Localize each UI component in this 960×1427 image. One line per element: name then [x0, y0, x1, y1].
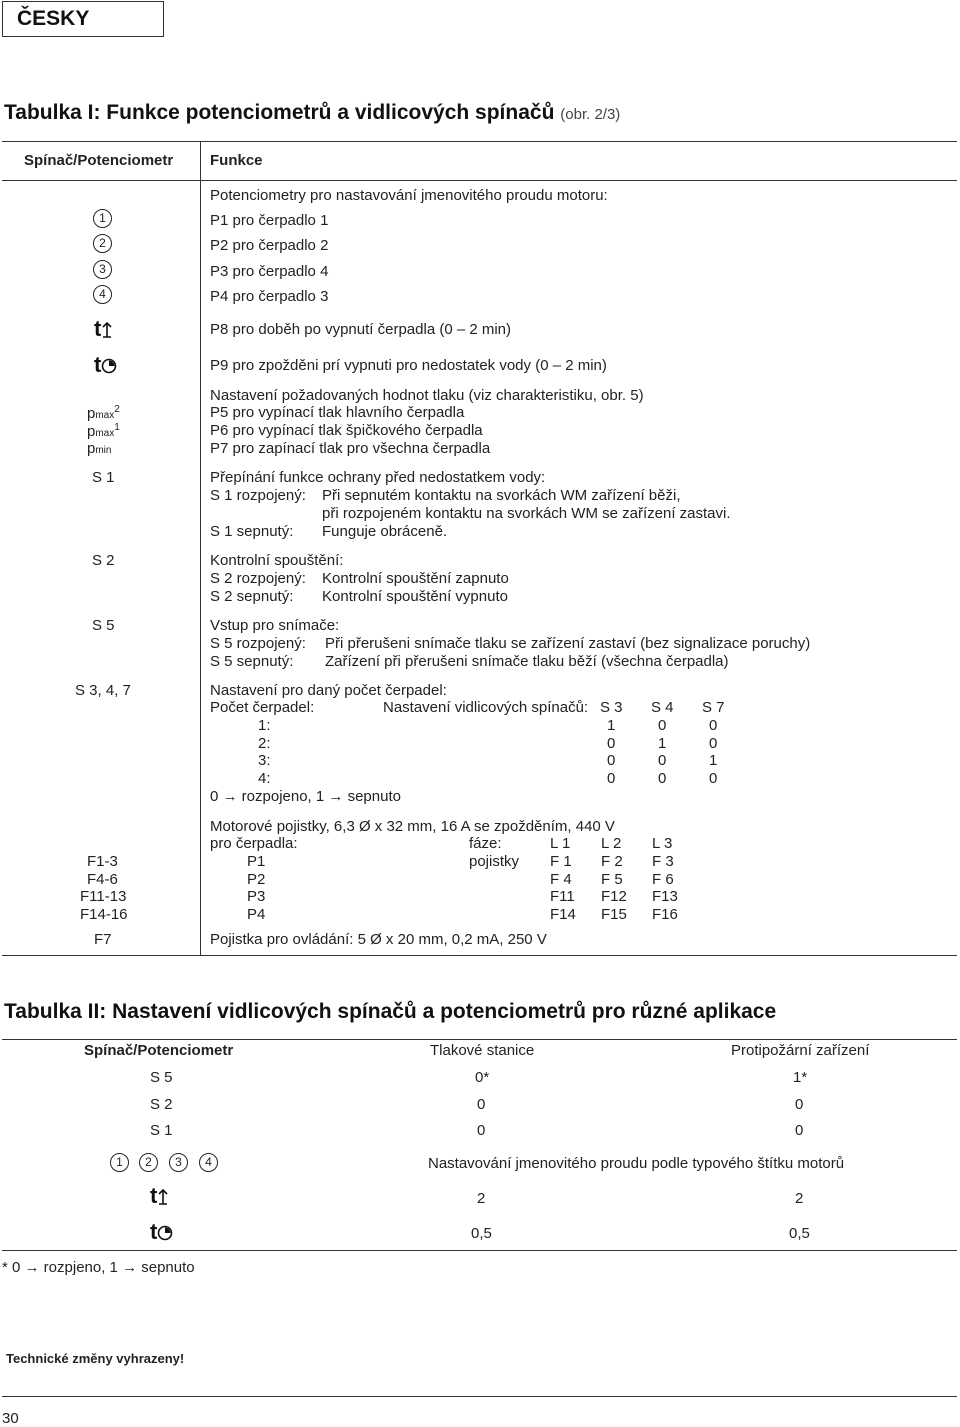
- s347-row3-n: 3:: [258, 752, 271, 769]
- potentiometer-2-icon: 2: [139, 1153, 158, 1172]
- pot-item-1: P1 pro čerpadlo 1: [210, 212, 329, 229]
- press-item-2: P6 pro vypínací tlak špičkového čerpadla: [210, 422, 483, 439]
- pmax2-sup: 2: [114, 404, 120, 415]
- s347-row2-n: 2:: [258, 735, 271, 752]
- pmin-label: [87, 440, 111, 457]
- t-run-on-icon: [94, 316, 113, 342]
- pmax2-label: [87, 404, 120, 422]
- table2-row2-a: 0: [477, 1096, 486, 1113]
- s5-open-val: Při přerušeni snímače tlaku se zařízení zastaví (bez signalizace poruchy): [325, 635, 811, 652]
- fuse-row3-f2: F12: [601, 888, 627, 905]
- s347-row2-v3: 0: [709, 735, 718, 752]
- fuse-label-3: F11-13: [80, 888, 127, 905]
- pmin-sub: min: [95, 445, 112, 456]
- table2-bottom-rule: [2, 1250, 957, 1251]
- table2-row3-a: 0: [477, 1122, 486, 1139]
- clock-icon: [101, 358, 117, 374]
- table2-row1-key: S 5: [150, 1069, 173, 1086]
- potentiometer-1-icon: 1: [93, 209, 112, 228]
- s5-title: Vstup pro snímače:: [210, 617, 340, 634]
- f7-label: F7: [94, 931, 112, 948]
- table2-title: Tabulka II: Nastavení vidlicových spínačů a potenciometrů pro různé aplikace: [4, 1000, 777, 1023]
- fuse-row2-f2: F 5: [601, 871, 623, 888]
- potentiometer-2-icon: 2: [93, 234, 112, 253]
- s347-row1-v2: 0: [658, 717, 667, 734]
- pot-item-2: P2 pro čerpadlo 2: [210, 237, 329, 254]
- table2-pot-text: Nastavování jmenovitého proudu podle typového štítku motorů: [428, 1155, 845, 1172]
- s347-col2: Nastavení vidlicových spínačů:: [383, 699, 589, 716]
- pmax1-label: [87, 422, 120, 440]
- s347-row4-v3: 0: [709, 770, 718, 787]
- table2-top-rule: [2, 1039, 957, 1040]
- pot-item-3: P3 pro čerpadlo 4: [210, 263, 329, 280]
- fuse-phase-l2: L 2: [601, 835, 622, 852]
- s347-head-s7: S 7: [702, 699, 725, 716]
- potentiometer-4-icon: 4: [93, 285, 112, 304]
- fuse-row2-p: P2: [247, 871, 266, 888]
- t-delay-icon: [150, 1219, 173, 1245]
- s5-open-key: S 5 rozpojený:: [210, 635, 306, 652]
- table1-title: [4, 101, 620, 125]
- fuse-row1-p: P1: [247, 853, 266, 870]
- table2-header-col1: Spínač/Potenciometr: [84, 1042, 234, 1059]
- press-intro: Nastavení požadovaných hodnot tlaku (viz charakteristiku, obr. 5): [210, 387, 644, 404]
- t-delay-letter: t: [94, 352, 102, 377]
- fuse-phase-l3: L 3: [652, 835, 673, 852]
- fuse-label-2: F4-6: [87, 871, 118, 888]
- page-number: 30: [2, 1410, 19, 1427]
- pmax2-sub: max: [95, 410, 115, 421]
- press-item-1: P5 pro vypínací tlak hlavního čerpadla: [210, 404, 465, 421]
- s347-row4-n: 4:: [258, 770, 271, 787]
- table2-t1-a: 2: [477, 1190, 486, 1207]
- fuse-row4-f3: F16: [652, 906, 678, 923]
- pmin-p: p: [87, 440, 96, 457]
- f7-text: Pojistka pro ovládání: 5 Ø x 20 mm, 0,2 mA, 250 V: [210, 931, 547, 948]
- potentiometer-4-icon: 4: [199, 1153, 218, 1172]
- s1-closed-key: S 1 sepnutý:: [210, 523, 294, 540]
- fuse-phase-l1: L 1: [550, 835, 571, 852]
- t-run-on-letter: t: [94, 316, 102, 341]
- fuse-row2-f3: F 6: [652, 871, 674, 888]
- p8-text: P8 pro doběh po vypnutí čerpadla (0 – 2 min): [210, 321, 512, 338]
- fuse-row1-f2: F 2: [601, 853, 623, 870]
- s1-label: S 1: [92, 469, 115, 486]
- s347-row3-v2: 0: [658, 752, 667, 769]
- table1-top-rule: [2, 141, 957, 142]
- fuse-row2-f1: F 4: [550, 871, 572, 888]
- p9-text: P9 pro zpožděni prí vypnuti pro nedostatek vody (0 – 2 min): [210, 357, 607, 374]
- table2-t2-b: 0,5: [789, 1225, 810, 1242]
- t-delay-icon: [94, 352, 117, 378]
- fuse-row3-f1: F11: [550, 888, 575, 905]
- table2-footnote: * 0 → rozpjeno, 1 → sepnuto: [2, 1259, 195, 1276]
- table1-col1-header: Spínač/Potenciometr: [24, 152, 174, 169]
- table1-header-rule: [2, 180, 957, 181]
- s1-title: Přepínání funkce ochrany před nedostatkem vody:: [210, 469, 546, 486]
- s347-row1-v1: 1: [607, 717, 616, 734]
- s1-closed-val: Funguje obráceně.: [322, 523, 448, 540]
- pmax2-p: p: [87, 405, 96, 422]
- table2-row1-a: 0*: [475, 1069, 490, 1086]
- s347-row1-v3: 0: [709, 717, 718, 734]
- arrow-up-icon: [157, 1189, 169, 1205]
- fuse-label-1: F1-3: [87, 853, 118, 870]
- fuse-faze: fáze:: [469, 835, 502, 852]
- s347-row1-n: 1:: [258, 717, 271, 734]
- s2-title: Kontrolní spouštění:: [210, 552, 344, 569]
- s347-title: Nastavení pro daný počet čerpadel:: [210, 682, 447, 699]
- s347-row2-v2: 1: [658, 735, 667, 752]
- table1-col-divider: [200, 141, 201, 956]
- s2-closed-key: S 2 sepnutý:: [210, 588, 294, 605]
- table1-col2-header: Funkce: [210, 152, 263, 169]
- s347-head-s4: S 4: [651, 699, 674, 716]
- potentiometer-1-icon: 1: [110, 1153, 129, 1172]
- fuse-pojistky: pojistky: [469, 853, 520, 870]
- pmax1-sup: 1: [114, 422, 120, 433]
- fuse-row4-f1: F14: [550, 906, 576, 923]
- table2-row3-b: 0: [795, 1122, 804, 1139]
- fuse-row3-p: P3: [247, 888, 266, 905]
- s347-note: 0 → rozpojeno, 1 → sepnuto: [210, 788, 401, 805]
- table2-t2-a: 0,5: [471, 1225, 492, 1242]
- table1-bottom-rule: [2, 955, 957, 956]
- potentiometer-3-icon: 3: [93, 260, 112, 279]
- technical-note: Technické změny vyhrazeny!: [6, 1351, 185, 1366]
- language-box: [2, 1, 164, 37]
- s1-open-val: Při sepnutém kontaktu na svorkách WM zařízení běži,: [322, 487, 681, 504]
- s2-open-val: Kontrolní spouštění zapnuto: [322, 570, 509, 587]
- pmax1-p: p: [87, 423, 96, 440]
- s347-row3-v1: 0: [607, 752, 616, 769]
- fuse-label-4: F14-16: [80, 906, 128, 923]
- s5-closed-val: Zařízení při přerušeni snímače tlaku běží (všechna čerpadla): [325, 653, 729, 670]
- s5-closed-key: S 5 sepnutý:: [210, 653, 294, 670]
- language-label: ČESKY: [17, 7, 90, 30]
- t-run-on-icon: [150, 1183, 169, 1209]
- fuse-pro: pro čerpadla:: [210, 835, 298, 852]
- s347-col1: Počet čerpadel:: [210, 699, 315, 716]
- pmax1-sub: max: [95, 428, 115, 439]
- t-delay-letter-2: t: [150, 1219, 158, 1244]
- table1-title-text: Tabulka I: Funkce potenciometrů a vidlicových spínačů: [4, 101, 555, 124]
- fuse-row1-f1: F 1: [550, 853, 572, 870]
- table2-row2-key: S 2: [150, 1096, 173, 1113]
- footer-rule: [2, 1396, 957, 1397]
- table2-header-col3: Protipožární zařízení: [731, 1042, 870, 1059]
- fuse-row1-f3: F 3: [652, 853, 674, 870]
- s2-closed-val: Kontrolní spouštění vypnuto: [322, 588, 508, 605]
- s347-head-s3: S 3: [600, 699, 623, 716]
- press-item-3: P7 pro zapínací tlak pro všechna čerpadla: [210, 440, 491, 457]
- s347-row4-v1: 0: [607, 770, 616, 787]
- s347-row4-v2: 0: [658, 770, 667, 787]
- potentiometer-3-icon: 3: [169, 1153, 188, 1172]
- s5-label: S 5: [92, 617, 115, 634]
- s1-open-key: S 1 rozpojený:: [210, 487, 306, 504]
- arrow-up-icon: [101, 322, 113, 338]
- table2-row2-b: 0: [795, 1096, 804, 1113]
- s347-label: S 3, 4, 7: [75, 682, 131, 699]
- s2-label: S 2: [92, 552, 115, 569]
- pot-item-4: P4 pro čerpadlo 3: [210, 288, 329, 305]
- s347-row3-v3: 1: [709, 752, 718, 769]
- table2-row3-key: S 1: [150, 1122, 173, 1139]
- fuse-row3-f3: F13: [652, 888, 678, 905]
- pot-intro: Potenciometry pro nastavování jmenovitého proudu motoru:: [210, 187, 608, 204]
- s2-open-key: S 2 rozpojený:: [210, 570, 306, 587]
- fuse-row4-p: P4: [247, 906, 266, 923]
- table2-header-col2: Tlakové stanice: [430, 1042, 535, 1059]
- table2-row1-b: 1*: [793, 1069, 808, 1086]
- fuse-title: Motorové pojistky, 6,3 Ø x 32 mm, 16 A se zpožděním, 440 V: [210, 818, 615, 835]
- s1-open-val2: při rozpojeném kontaktu na svorkách WM se zařízení zastavi.: [322, 505, 731, 522]
- fuse-row4-f2: F15: [601, 906, 627, 923]
- t-run-on-letter-2: t: [150, 1183, 158, 1208]
- clock-icon: [157, 1225, 173, 1241]
- table1-title-suffix: (obr. 2/3): [560, 106, 621, 123]
- table2-t1-b: 2: [795, 1190, 804, 1207]
- s347-row2-v1: 0: [607, 735, 616, 752]
